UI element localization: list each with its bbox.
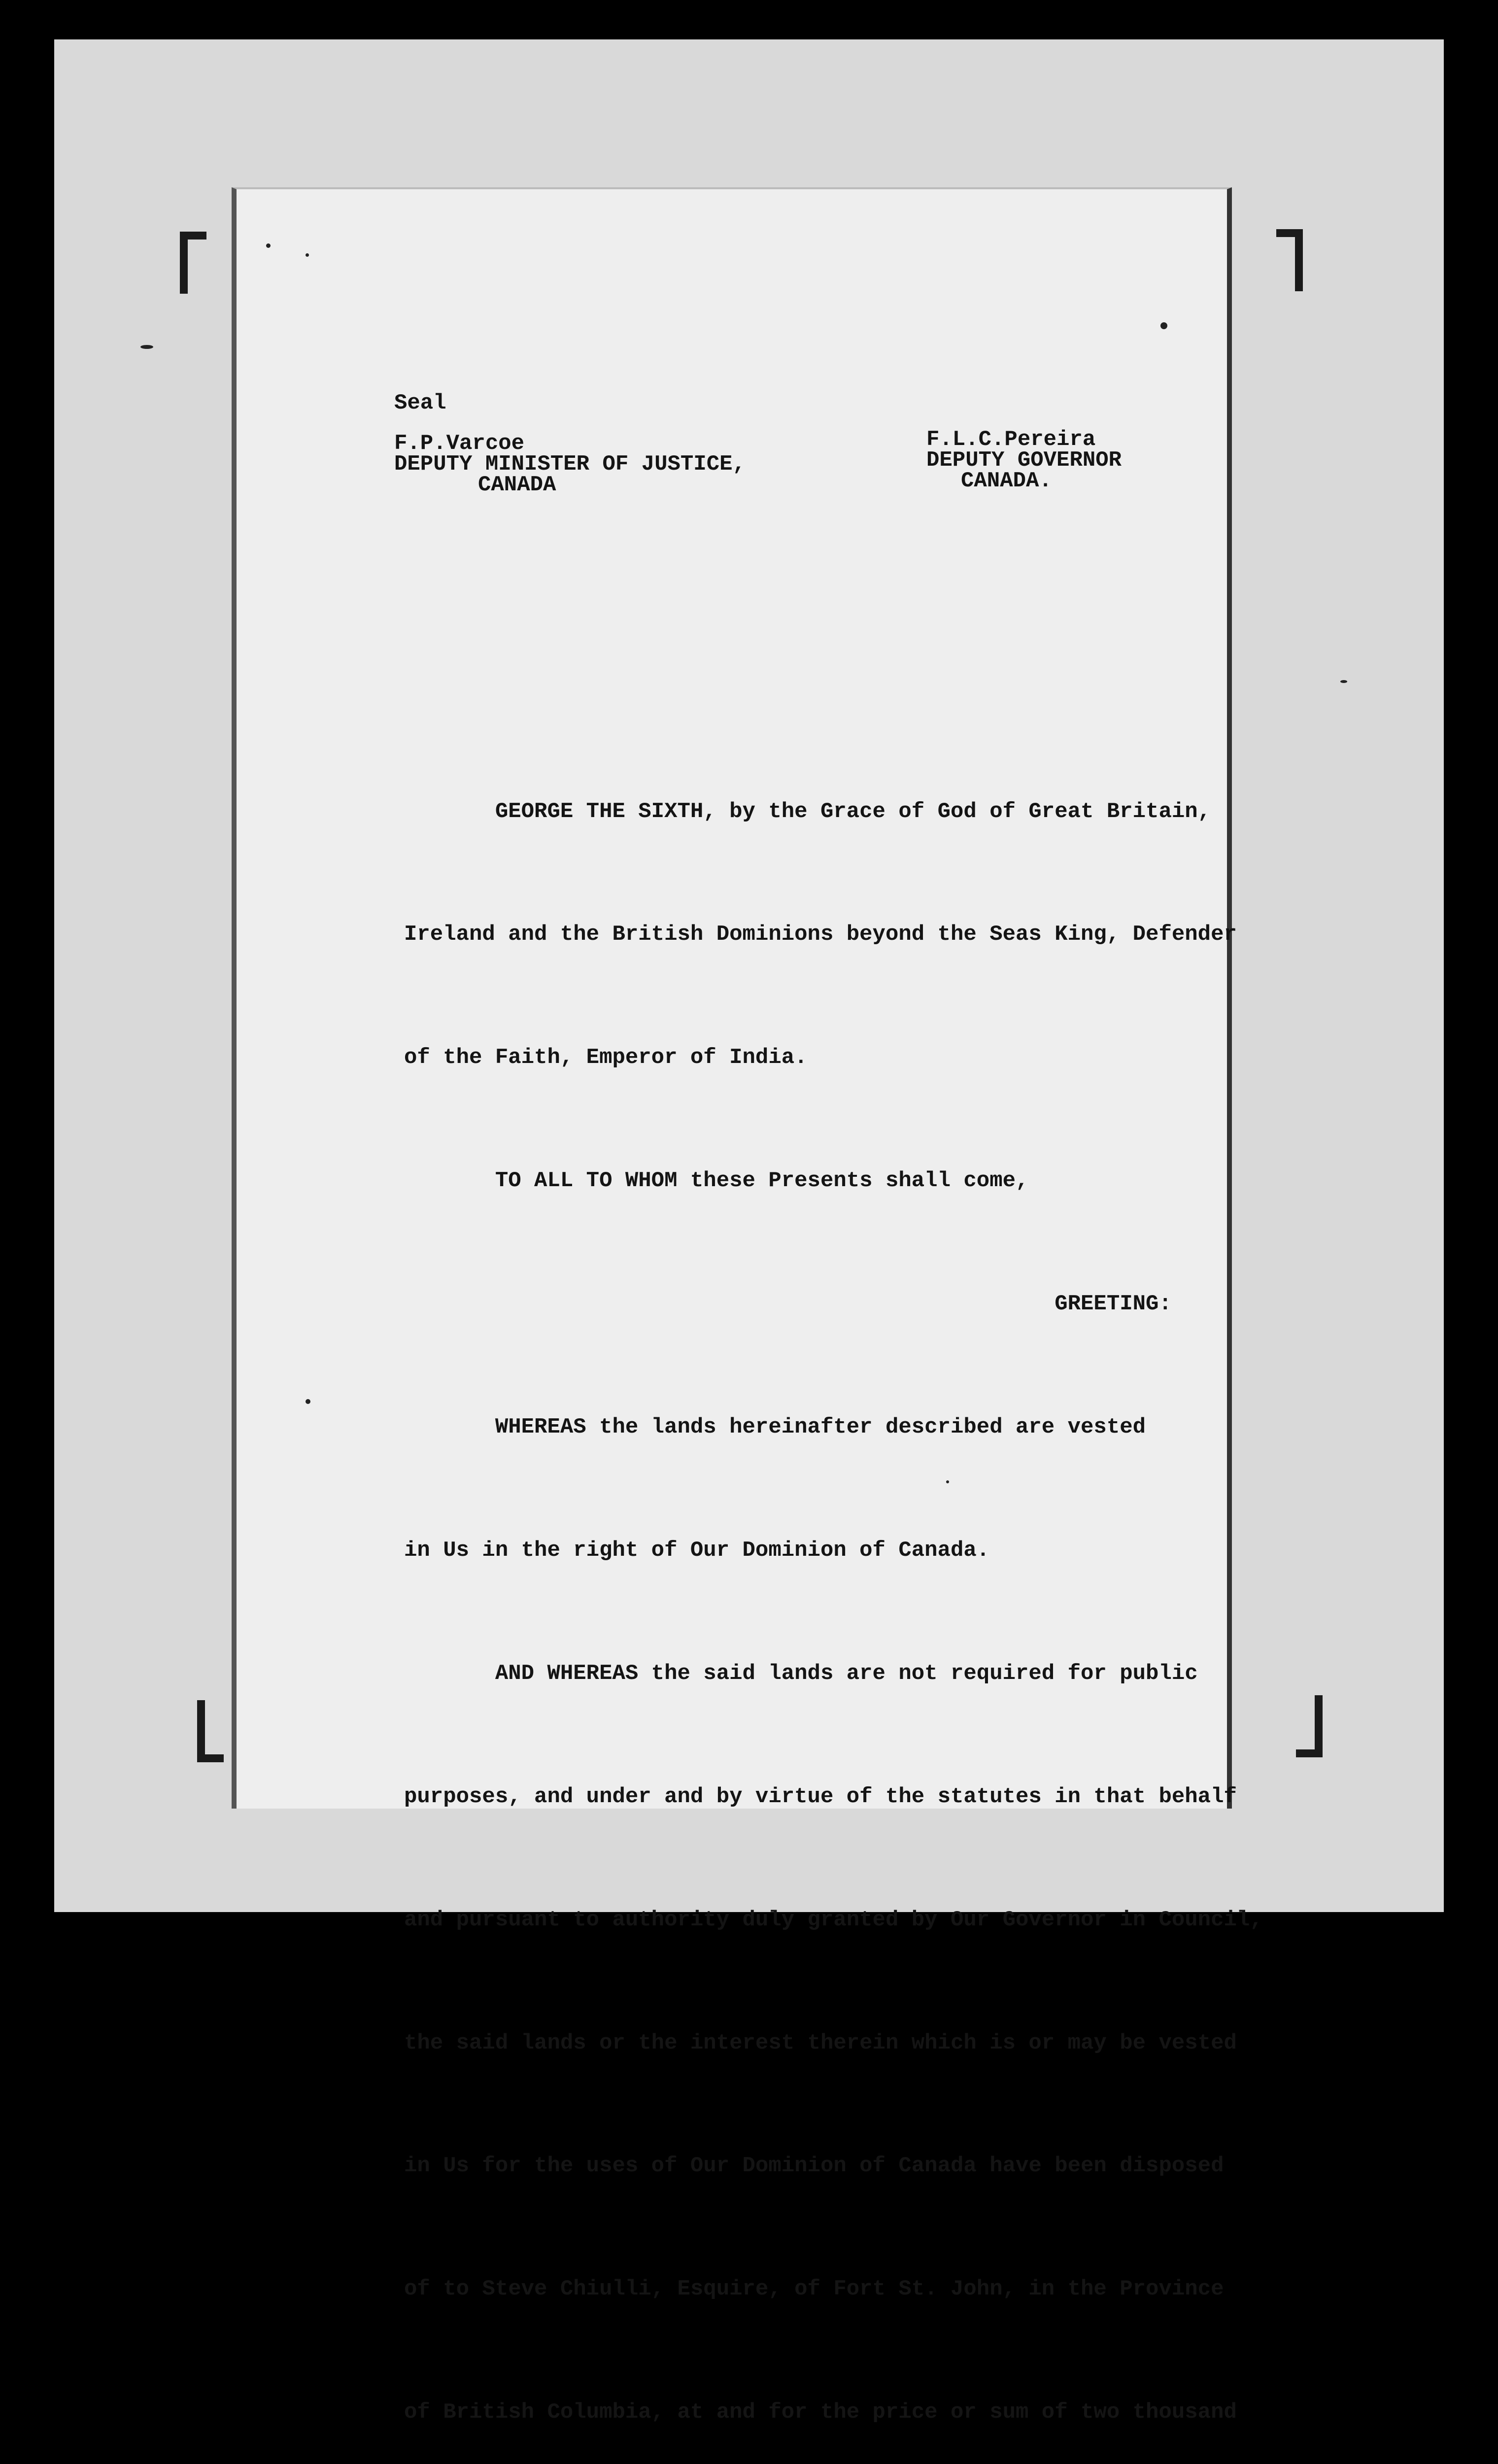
right-signatory-country: CANADA.	[961, 469, 1052, 493]
crop-mark-top-right	[1276, 229, 1303, 291]
film-speck	[306, 1399, 310, 1404]
film-speck	[1160, 322, 1167, 329]
body-line: purposes, and under and by virtue of the statutes in that behalf	[404, 1784, 1237, 1809]
film-speck	[140, 345, 153, 349]
body-line: TO ALL TO WHOM these Presents shall come,	[404, 1168, 1029, 1194]
body-line: Ireland and the British Dominions beyond the Seas King, Defender	[404, 922, 1237, 947]
seal-label: Seal	[394, 391, 446, 415]
left-signatory-name: F.P.Varcoe	[394, 431, 525, 456]
left-signatory-country: CANADA	[478, 473, 556, 497]
body-line: AND WHEREAS the said lands are not required for public	[404, 1661, 1198, 1686]
body-line: the said lands or the interest therein which is or may be vested	[404, 2030, 1237, 2055]
film-speck	[266, 243, 271, 248]
body-line: in Us for the uses of Our Dominion of Canada have been disposed	[404, 2154, 1224, 2179]
right-signatory-title: DEPUTY GOVERNOR	[926, 448, 1122, 473]
body-line: GEORGE THE SIXTH, by the Grace of God of Great Britain,	[404, 799, 1211, 824]
body-line: and pursuant to authority duly granted by Our Governor in Council,	[404, 1907, 1263, 1932]
body-line: of British Columbia, at and for the price or sum of two thousand	[404, 2400, 1237, 2425]
crop-mark-bottom-left	[197, 1700, 224, 1762]
document-page	[232, 187, 1263, 2425]
body-line: of the Faith, Emperor of India.	[404, 1045, 808, 1070]
crop-mark-top-left	[180, 232, 206, 294]
body-line: in Us in the right of Our Dominion of Canada.	[404, 1538, 990, 1563]
crop-mark-bottom-right	[1296, 1695, 1323, 1757]
body-line: of to Steve Chiulli, Esquire, of Fort St. John, in the Province	[404, 2277, 1224, 2302]
body-line: GREETING:	[404, 1292, 1172, 1317]
film-speck	[1340, 680, 1347, 683]
right-signatory-name: F.L.C.Pereira	[926, 427, 1096, 452]
body-line: WHEREAS the lands hereinafter described are vested	[404, 1415, 1146, 1440]
film-speck	[306, 253, 309, 257]
grant-body-text	[404, 709, 1263, 2464]
left-signatory-title: DEPUTY MINISTER OF JUSTICE,	[394, 452, 746, 477]
